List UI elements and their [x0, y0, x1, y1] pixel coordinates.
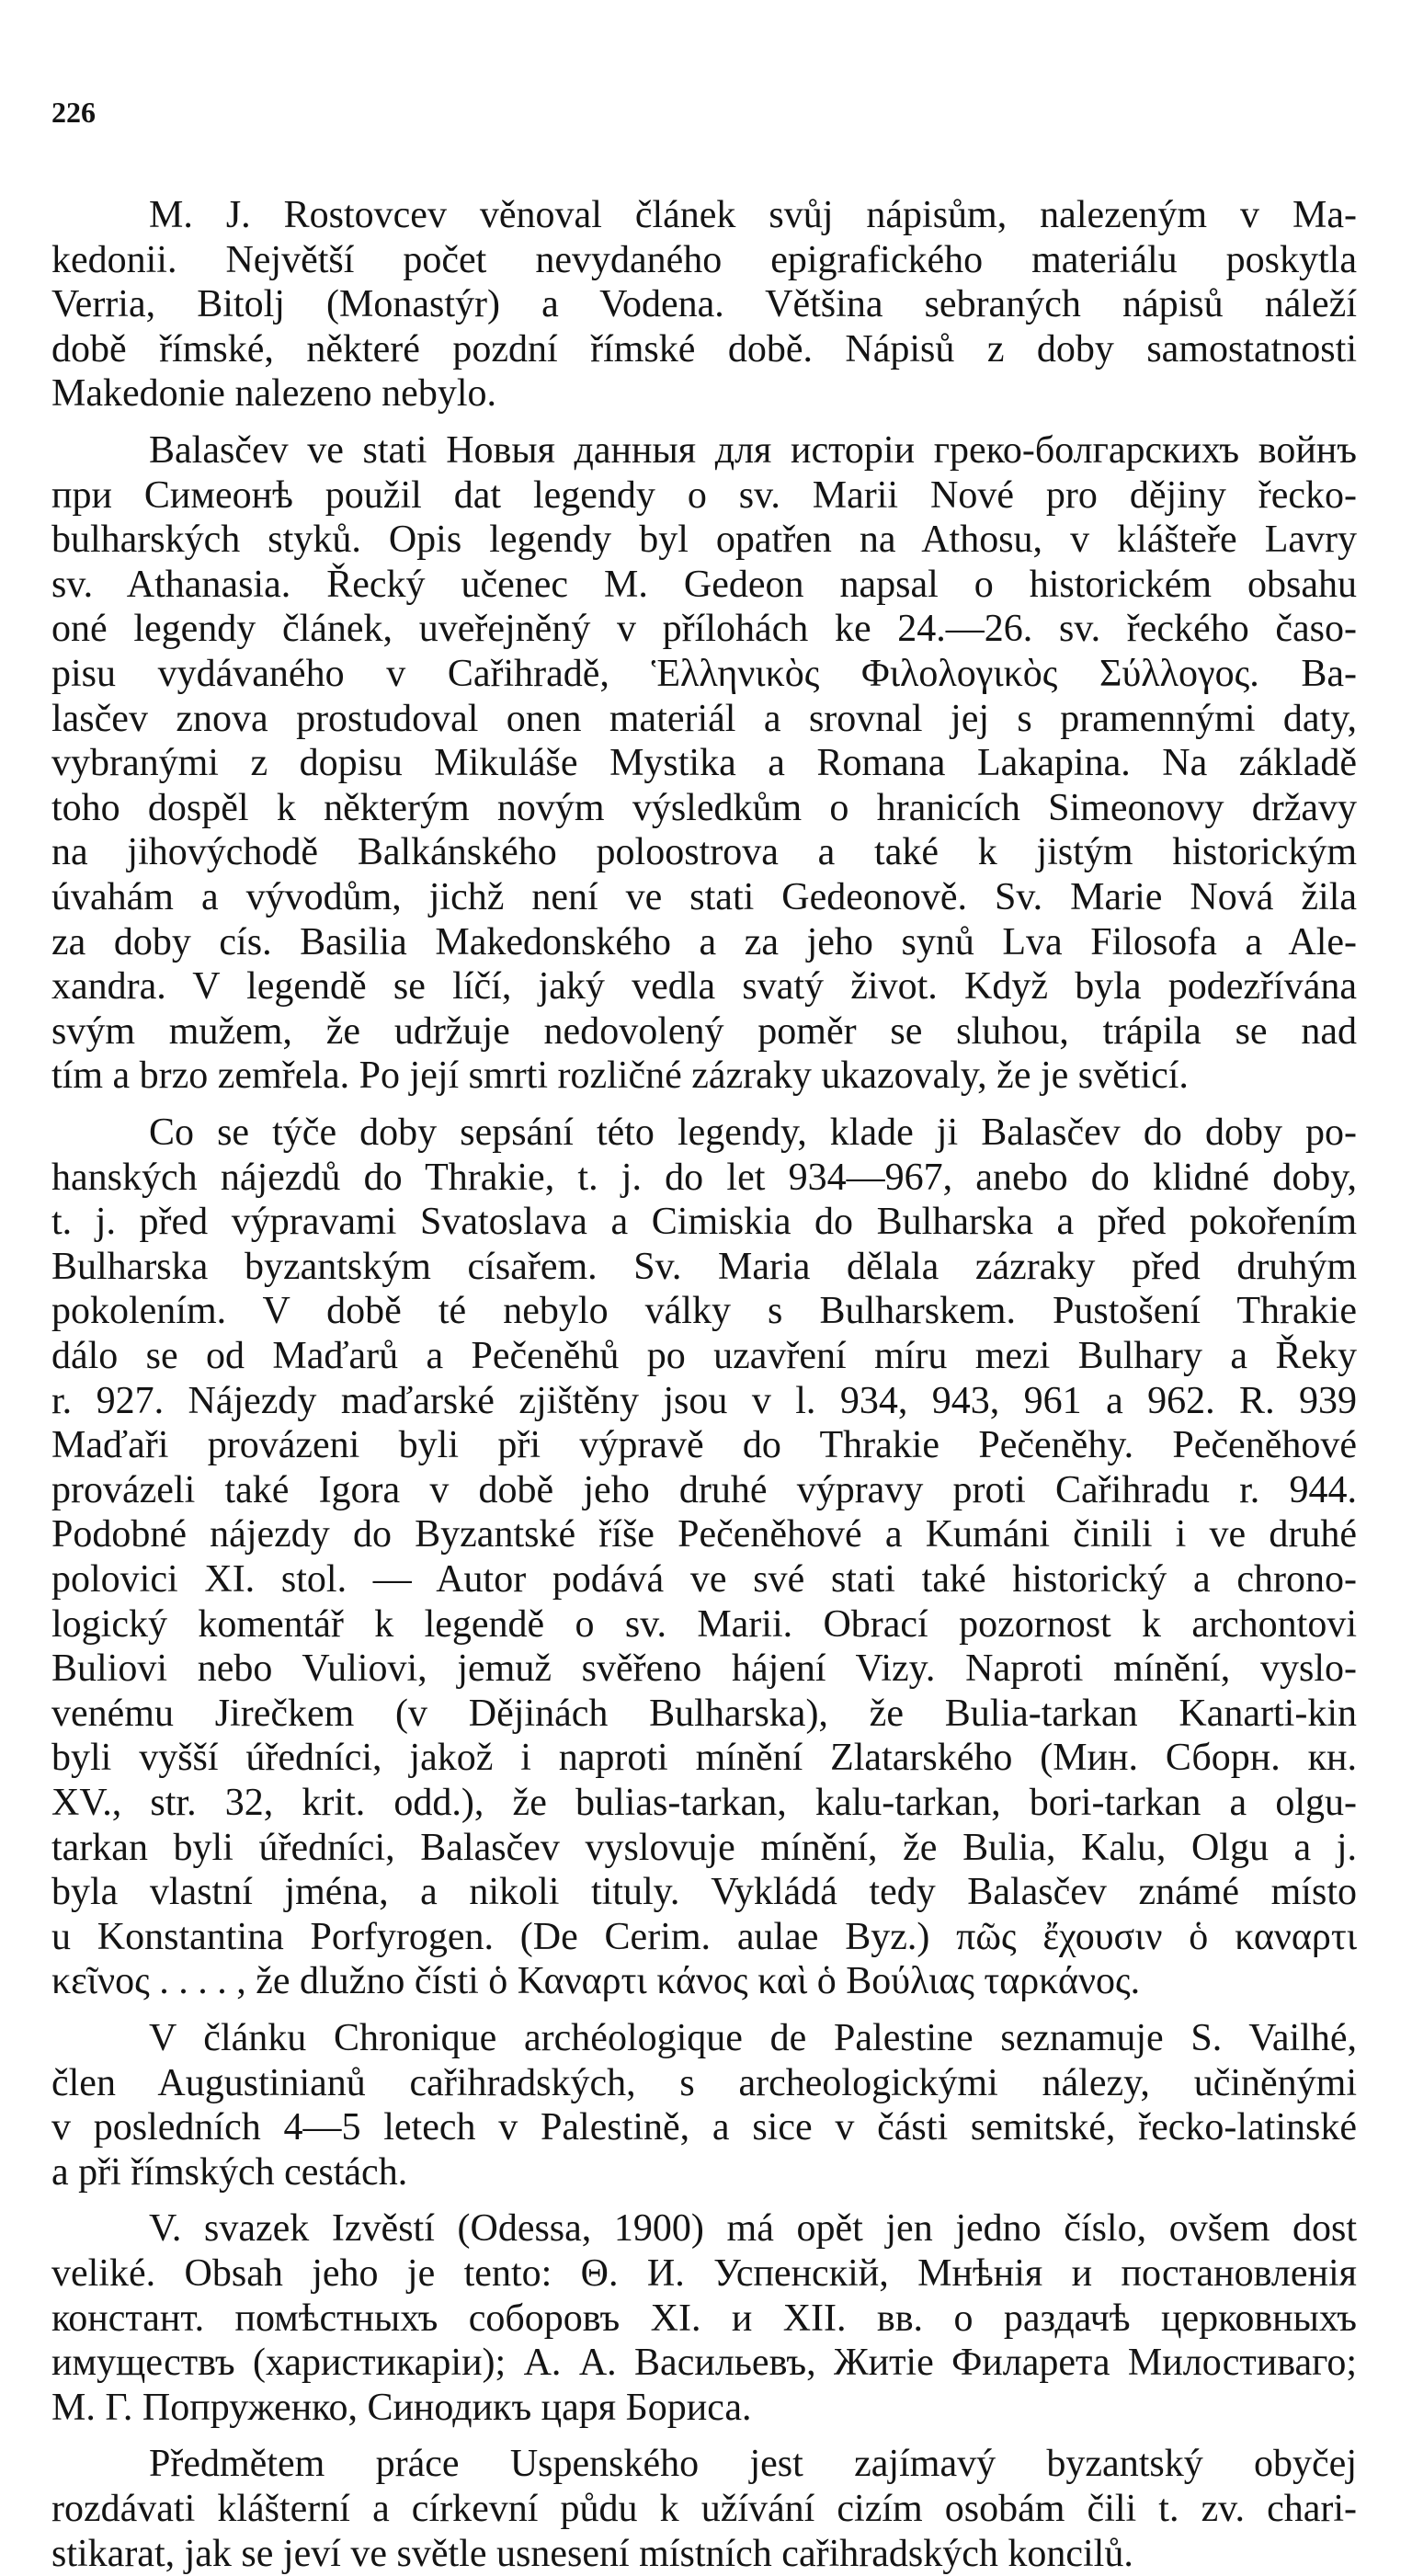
text-line: bulharských styků. Opis legendy byl opatřen na Athosu, v klášteře Lavry	[51, 519, 1357, 562]
text-line: Makedonie nalezeno nebylo.	[51, 372, 496, 416]
text-line: stikarat, jak se jeví ve světle usnesení místních cařihradských koncilů.	[51, 2532, 1133, 2575]
paragraph	[51, 1111, 1357, 2004]
text-line: toho dospěl k některým novým výsledkům o hranicích Simeonovy državy	[51, 786, 1357, 829]
paragraph	[51, 2442, 1357, 2576]
text-line: Co se týče doby sepsání této legendy, klade ji Balasčev do doby po-	[149, 1111, 1357, 1154]
text-line: kedonii. Největší počet nevydaného epigrafického materiálu poskytla	[51, 238, 1357, 281]
text-line: pokolením. V době té nebylo války s Bulharskem. Pustošení Thrakie	[51, 1290, 1357, 1333]
text-line: provázeli také Igora v době jeho druhé výpravy proti Cařihradu r. 944.	[51, 1468, 1357, 1511]
text-line: Buliovi nebo Vuliovi, jemuž svěřeno hájení Vizy. Naproti mínění, vyslo-	[51, 1647, 1357, 1691]
text-line: Verria, Bitolj (Monastýr) a Vodena. Většina sebraných nápisů náleží	[51, 283, 1357, 326]
text-line: byla vlastní jména, a nikoli tituly. Vykládá tedy Balasčev známé místo	[51, 1871, 1357, 1914]
text-line: polovici XI. stol. — Autor podává ve své stati také historický a chrono-	[51, 1557, 1357, 1601]
text-line: veliké. Obsah jeho je tento: Θ. И. Успенскій, Мнѣнія и постановленія	[51, 2251, 1357, 2295]
text-line: dálo se od Maďarů a Pečeněhů po uzavření míru mezi Bulhary a Řeky	[51, 1334, 1357, 1377]
text-line: M. J. Rostovcev věnoval článek svůj nápisům, nalezeným v Ma-	[149, 194, 1357, 236]
text-line: úvahám a vývodům, jichž není ve stati Gedeonově. Sv. Marie Nová žila	[51, 875, 1357, 918]
paragraph	[51, 193, 1357, 416]
text-line: pisu vydávaného v Cařihradě, Ἑλληνικὸς Φιλολογικὸς Σύλλογος. Ba-	[51, 652, 1357, 695]
text-line: sv. Athanasia. Řecký učenec M. Gedeon napsal o historickém obsahu	[51, 563, 1357, 606]
text-line: xandra. V legendě se líčí, jaký vedla svatý život. Když byla podezřívána	[51, 965, 1357, 1009]
text-line: svým mužem, že udržuje nedovolený poměr se sluhou, trápila se nad	[51, 1009, 1357, 1053]
text-line: t. j. před výpravami Svatoslava a Cimiskia do Bulharska a před pokořením	[51, 1201, 1357, 1244]
text-line: a při římských cestách.	[51, 2150, 408, 2194]
text-line: za doby cís. Basilia Makedonského a za jeho synů Lva Filosofa a Ale-	[51, 920, 1357, 963]
text-line: Maďaři provázeni byli při výpravě do Thrakie Pečeněhy. Pečeněhové	[51, 1424, 1357, 1467]
text-line: byli vyšší úředníci, jakož i naproti mínění Zlatarského (Мин. Сборн. кн.	[51, 1737, 1357, 1780]
text-line: hanských nájezdů do Thrakie, t. j. do let 934—967, anebo do klidné doby,	[51, 1156, 1357, 1199]
text-line: κεῖνος . . . . , že dlužno čísti ὁ Καναρτι κάνος καὶ ὁ Βούλιας ταρκάνος.	[51, 1960, 1141, 2003]
text-line: v posledních 4—5 letech v Palestině, a sice v části semitské, řecko-latinské	[51, 2106, 1357, 2149]
text-line: oné legendy článek, uveřejněný v přílohách ke 24.—26. sv. řeckého časo-	[51, 608, 1357, 651]
text-line: na jihovýchodě Balkánského poloostrova a také k jistým historickým	[51, 831, 1357, 874]
text-line: logický komentář k legendě o sv. Marii. Obrací pozornost k archontovi	[51, 1602, 1357, 1646]
text-line: venému Jirečkem (v Dějinách Bulharska), že Bulia-tarkan Kanarti-kin	[51, 1692, 1357, 1735]
paragraph	[51, 2016, 1357, 2194]
paragraph	[51, 428, 1357, 1099]
text-line: при Симеонѣ použil dat legendy o sv. Marii Nové pro dějiny řecko-	[51, 473, 1357, 517]
paragraph	[51, 2206, 1357, 2430]
text-line: tarkan byli úředníci, Balasčev vyslovuje mínění, že Bulia, Kalu, Olgu a j.	[51, 1826, 1357, 1869]
text-line: době římské, některé pozdní římské době. Nápisů z doby samostatnosti	[51, 327, 1357, 370]
text-line: vybranými z dopisu Mikuláše Mystika a Romana Lakapina. Na základě	[51, 742, 1357, 785]
text-line: r. 927. Nájezdy maďarské zjištěny jsou v l. 934, 943, 961 a 962. R. 939	[51, 1379, 1357, 1422]
text-line: Předmětem práce Uspenského jest zajímavý byzantský obyčej	[149, 2443, 1357, 2486]
text-line: tím a brzo zemřela. Po její smrti rozličné zázraky ukazovaly, že je světicí.	[51, 1054, 1189, 1098]
text-line: člen Augustinianů cařihradských, s archeologickými nálezy, učiněnými	[51, 2061, 1357, 2104]
text-line: констант. помѣстныхъ соборовъ XI. и XII. вв. о раздачѣ церковныхъ	[51, 2297, 1357, 2340]
page-number: 226	[51, 96, 96, 129]
text-line: XV., str. 32, krit. odd.), že bulias-tarkan, kalu-tarkan, bori-tarkan a olgu-	[51, 1781, 1357, 1824]
text-line: rozdávati klášterní a církevní půdu k užívání cizím osobám čili t. zv. chari-	[51, 2487, 1357, 2530]
text-line: Bulharska byzantským císařem. Sv. Maria dělala zázraky před druhým	[51, 1245, 1357, 1288]
text-line: lasčev znova prostudoval onen materiál a srovnal jej s pramennými daty,	[51, 697, 1357, 740]
text-line: V. svazek Izvěstí (Odessa, 1900) má opět jen jedno číslo, ovšem dost	[149, 2207, 1357, 2251]
text-line: М. Г. Попруженко, Синодикъ царя Бориса.	[51, 2386, 752, 2429]
text-line: Podobné nájezdy do Byzantské říše Pečeněhové a Kumáni činili i ve druhé	[51, 1513, 1357, 1556]
text-line: V článku Chronique archéologique de Palestine seznamuje S. Vailhé,	[149, 2017, 1357, 2059]
text-line: u Konstantina Porfyrogen. (De Cerim. aulae Byz.) πῶς ἔχουσιν ὁ καναρτι	[51, 1915, 1357, 1958]
text-line: Balasčev ve stati Новыя данныя для исторіи греко-болгарскихъ войнъ	[149, 429, 1357, 472]
text-line: имуществъ (харистикаріи); А. А. Васильевъ, Житіе Филарета Милостиваго;	[51, 2342, 1357, 2385]
